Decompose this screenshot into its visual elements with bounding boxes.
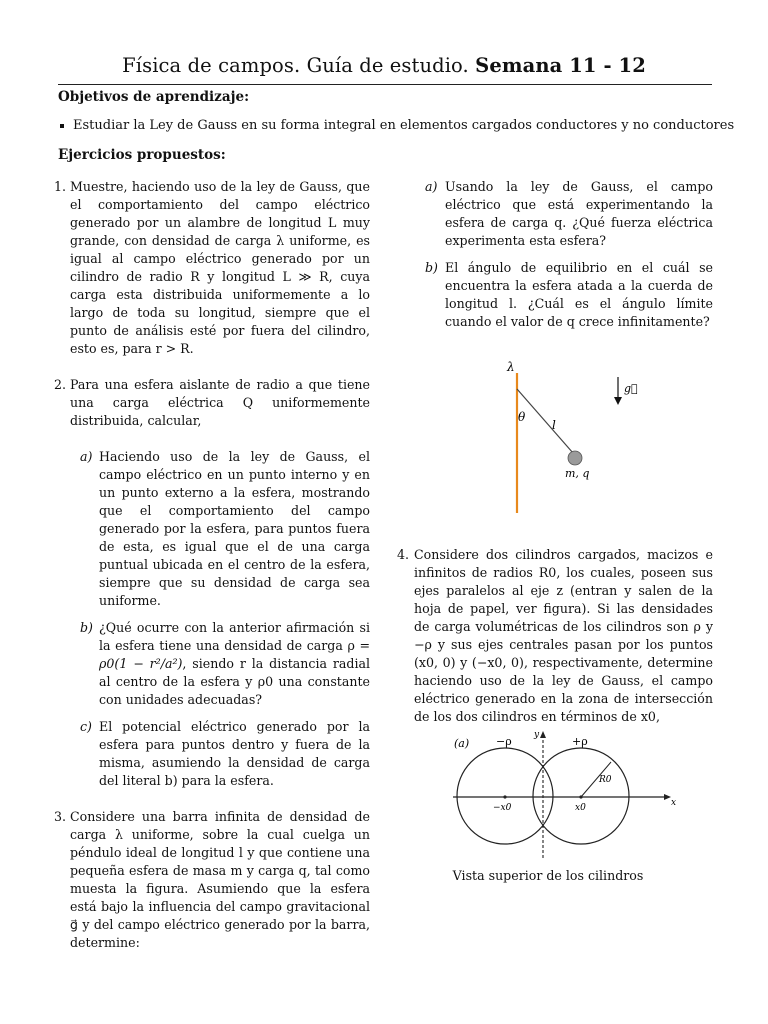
exercise-4 xyxy=(397,546,713,726)
x0-label: x0 xyxy=(575,803,586,813)
exercise-1 xyxy=(54,178,370,358)
minus-rho-label: −ρ xyxy=(496,735,512,748)
exercise-3b-label: b) xyxy=(425,260,438,275)
exercise-2b xyxy=(80,619,370,709)
exercise-3 xyxy=(54,808,370,952)
cylinders-figure xyxy=(445,728,690,860)
objective-text: Estudiar la Ley de Gauss en su forma integral en elementos cargados conductores y no conductores xyxy=(73,118,735,133)
theta-label: θ xyxy=(518,410,526,424)
objectives-heading: Objetivos de aprendizaje: xyxy=(58,89,250,105)
minus-x0-label: −x0 xyxy=(493,803,512,813)
title-rule xyxy=(58,84,712,85)
radius-label: R0 xyxy=(599,775,612,785)
exercises-heading: Ejercicios propuestos: xyxy=(58,147,226,163)
panel-label: (a) xyxy=(454,737,470,750)
exercise-1-number: 1. xyxy=(54,179,67,194)
title-plain: Física de campos. Guía de estudio. xyxy=(122,54,469,77)
y-axis-label: y xyxy=(534,730,540,740)
exercise-3-text: Considere una barra infinita de densidad de carga λ uniforme, sobre la cual cuelga un péndulo ideal de longitud l y que contiene una pequeña esfera de masa m y carga q, tal como muesta la figura. Asumiendo que la esfera está bajo la influencia del campo gravitacional g⃗ y del campo eléctrico generado por la barra, determine: xyxy=(70,809,370,950)
x-axis-label: x xyxy=(671,798,677,808)
density-formula: ρ0(1 − r²/a²) xyxy=(99,656,183,671)
title-bold: Semana 11 - 12 xyxy=(475,54,646,77)
y-axis-arrow-icon xyxy=(540,731,546,738)
pendulum-string xyxy=(517,389,573,453)
left-center-dot xyxy=(503,795,506,798)
pendulum-figure xyxy=(480,355,650,520)
exercise-3b xyxy=(425,259,713,331)
exercise-2c-label: c) xyxy=(80,719,92,734)
exercise-4-column xyxy=(397,546,713,726)
exercise-3a xyxy=(425,178,713,250)
exercise-2-text: Para una esfera aislante de radio a que tiene una carga eléctrica Q uniformemente distribuida, calcular, xyxy=(70,377,370,428)
cylinders-caption: Vista superior de los cilindros xyxy=(452,868,644,883)
exercise-2a-text: Haciendo uso de la ley de Gauss, el campo eléctrico en un punto interno y en un punto externo a la esfera, mostrando que el comportamiento del campo generado por la esfera, para puntos fuera de esta, es igual que el de una carga puntual ubicada en el centro de la esfera, siempre que su densidad de carga sea uniforme. xyxy=(99,449,370,608)
exercise-2 xyxy=(54,376,370,790)
length-label: l xyxy=(552,418,556,432)
gravity-label: g⃗ xyxy=(624,382,638,395)
exercise-4-number: 4. xyxy=(397,547,410,562)
exercise-3-number: 3. xyxy=(54,809,67,824)
exercise-2b-text-part1: ¿Qué ocurre con la anterior afirmación si la esfera tiene una densidad de carga ρ = xyxy=(99,620,370,653)
exercise-3b-text: El ángulo de equilibrio en el cuál se encuentra la esfera atada a la cuerda de longitud l. ¿Cuál es el ángulo límite cuando el valor de q crece infinitamente? xyxy=(445,260,713,329)
lambda-label: λ xyxy=(507,360,515,374)
objective-bullet xyxy=(58,118,734,133)
exercise-2b-label: b) xyxy=(80,620,93,635)
gravity-arrow-icon xyxy=(614,397,622,405)
mass-charge-label: m, q xyxy=(565,467,590,480)
plus-rho-label: +ρ xyxy=(572,735,588,748)
exercise-4-text: Considere dos cilindros cargados, macizos e infinitos de radios R0, los cuales, poseen sus ejes paralelos al eje z (entran y salen de la hoja de papel, ver figura). Si las densidades de carga volumétricas de los cilindros son ρ y −ρ y sus ejes centrales pasan por los puntos (x0, 0) y (−x0, 0), respectivamente, determine haciendo uso de la ley de Gauss, el campo eléctrico generado en la zona de intersección de los dos cilindros en términos de x0, xyxy=(414,547,713,724)
charged-sphere xyxy=(568,451,582,465)
exercise-2c-text: El potencial eléctrico generado por la esfera para puntos dentro y fuera de la misma, asumiendo la densidad de carga del literal b) para la esfera. xyxy=(99,719,370,788)
exercise-2a-label: a) xyxy=(80,449,93,464)
exercise-2b-text-part2: , siendo r la distancia radial al centro de la esfera y ρ0 una constante con unidades adecuadas? xyxy=(99,656,371,707)
exercise-2b-text xyxy=(99,619,370,709)
exercise-2c xyxy=(80,718,370,790)
exercise-2-number: 2. xyxy=(54,377,67,392)
exercise-3a-text: Usando la ley de Gauss, el campo eléctrico que está experimentando la esfera de carga q. ¿Qué fuerza eléctrica experimenta esta esfera? xyxy=(445,179,713,248)
right-column xyxy=(397,178,713,331)
bullet-square-icon xyxy=(60,124,64,128)
exercise-1-text: Muestre, haciendo uso de la ley de Gauss, que el comportamiento del campo eléctrico generado por un alambre de longitud L muy grande, con densidad de carga λ uniforme, es igual al campo eléctrico generado por un cilindro de radio R y longitud L ≫ R, cuya carga esta distribuida uniformemente a lo largo de toda su longitud, siempre que el punto de análisis esté por fuera del cilindro, esto es, para r > R. xyxy=(70,179,370,356)
x-axis-arrow-icon xyxy=(664,794,671,800)
left-column xyxy=(54,178,370,952)
page-title xyxy=(0,54,768,77)
exercise-3a-label: a) xyxy=(425,179,438,194)
exercise-2a xyxy=(80,448,370,610)
